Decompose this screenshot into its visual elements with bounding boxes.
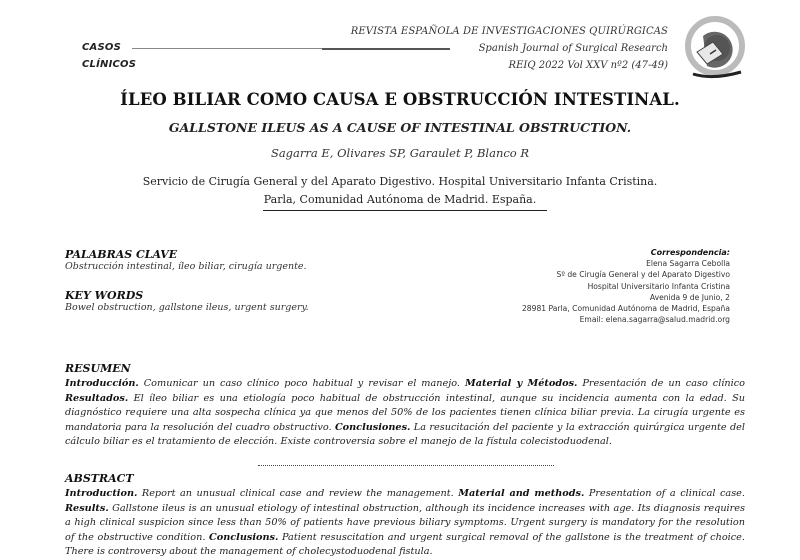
journal-citation: REIQ 2022 Vol XXV nº2 (47-49) (508, 60, 668, 71)
resumen-intro-text: Comunicar un caso clínico poco habitual y revisar el manejo. (138, 378, 465, 389)
abstract-results-label: Results. (65, 502, 109, 514)
keywords-es-text: Obstrucción intestinal, íleo biliar, cirugía urgente. (65, 261, 307, 272)
abstract-body (65, 487, 745, 560)
header-rule (132, 48, 322, 49)
resumen-heading: RESUMEN (65, 362, 131, 375)
affiliation-rule (263, 210, 547, 211)
affiliation-line1: Servicio de Cirugía General y del Aparato Digestivo. Hospital Universitario Infanta Cristina. (142, 175, 658, 188)
journal-name: REVISTA ESPAÑOLA DE INVESTIGACIONES QUIRÚRGICAS (350, 26, 668, 37)
article-authors: Sagarra E, Olivares SP, Garaulet P, Blanco R (270, 146, 530, 160)
correspondence-name: Elena Sagarra Cebolla (646, 259, 730, 269)
correspondence-email[interactable]: Email: elena.sagarra@salud.madrid.org (579, 315, 730, 325)
abstract-intro-text: Report an unusual clinical case and review the management. (137, 488, 459, 499)
resumen-results-text: El íleo biliar es una etiología poco habitual de obstrucción intestinal, aunque su incidencia aumenta con la edad. Su diagnóstico requiere una alta sospecha clínica ya que menos del 50% de los pacientes tienen clínica biliar previa. La cirugía urgente es mandatoria para la resolución del cuadro obstructivo. (65, 392, 745, 433)
abstract-methods-text: Presentation of a clinical case. (584, 488, 745, 499)
resumen-results-label: Resultados. (65, 392, 129, 404)
correspondence-heading: Correspondencia: (650, 248, 730, 257)
correspondence-block (522, 247, 730, 325)
section-label (82, 39, 136, 73)
abstract-conclusions-text: Patient resuscitation and urgent surgical removal of the gallstone is the treatment of choice. There is controversy about the management of cholecystoduodenal fistula. (65, 531, 745, 558)
abstract-methods-label: Material and methods. (458, 488, 585, 499)
journal-masthead (351, 24, 668, 74)
affiliation-line2: Parla, Comunidad Autónoma de Madrid. España. (263, 193, 537, 206)
correspondence-hospital: Hospital Universitario Infanta Cristina (587, 281, 730, 291)
resumen-intro-label: Introducción. (65, 378, 139, 389)
abstract-intro-label: Introduction. (65, 488, 138, 499)
keywords-en-heading: KEY WORDS (65, 289, 144, 302)
section-label-line2: CLÍNICOS (82, 59, 137, 70)
article-title: ÍLEO BILIAR COMO CAUSA E OBSTRUCCIÓN INTESTINAL. (120, 90, 680, 109)
journal-name-en: Spanish Journal of Surgical Research (478, 43, 668, 54)
article-title-en: GALLSTONE ILEUS AS A CAUSE OF INTESTINAL OBSTRUCTION. (168, 120, 632, 135)
article-affiliation (0, 173, 800, 209)
resumen-conclusions-label: Conclusiones. (334, 421, 411, 433)
resumen-methods-text: Presentación de un caso clínico (577, 378, 746, 389)
journal-seal-logo-icon (683, 14, 751, 82)
correspondence-street: Avenida 9 de Junio, 2 (649, 292, 730, 302)
abstract-heading: ABSTRACT (65, 472, 134, 485)
section-divider (258, 465, 554, 466)
keywords-es (65, 248, 307, 272)
keywords-en-text: Bowel obstruction, gallstone ileus, urgent surgery. (65, 302, 309, 313)
resumen-conclusions-text: La resucitación del paciente y la extracción quirúrgica urgente del cálculo biliar es el tratamiento de elección. Existe controversia sobre el manejo de la fístula colecistoduodenal. (65, 421, 746, 448)
resumen-body (65, 377, 745, 450)
resumen-methods-label: Material y Métodos. (464, 378, 578, 389)
abstract-results-text: Gallstone ileus is an unusual etiology of intestinal obstruction, although its incidence increases with age. Its diagnosis requires a high clinical suspicion since less than 50% of patients have previous biliary symptoms. Urgent surgery is mandatory for the resolution of the obstructive condition. (65, 502, 745, 543)
abstract-conclusions-label: Conclusions. (209, 531, 279, 543)
keywords-en (65, 289, 309, 313)
keywords-es-heading: PALABRAS CLAVE (65, 248, 178, 261)
correspondence-department: Sº de Cirugía General y del Aparato Digestivo (556, 270, 730, 280)
section-label-line1: CASOS (82, 42, 121, 53)
correspondence-city: 28981 Parla, Comunidad Autónoma de Madrid, España (521, 304, 730, 314)
